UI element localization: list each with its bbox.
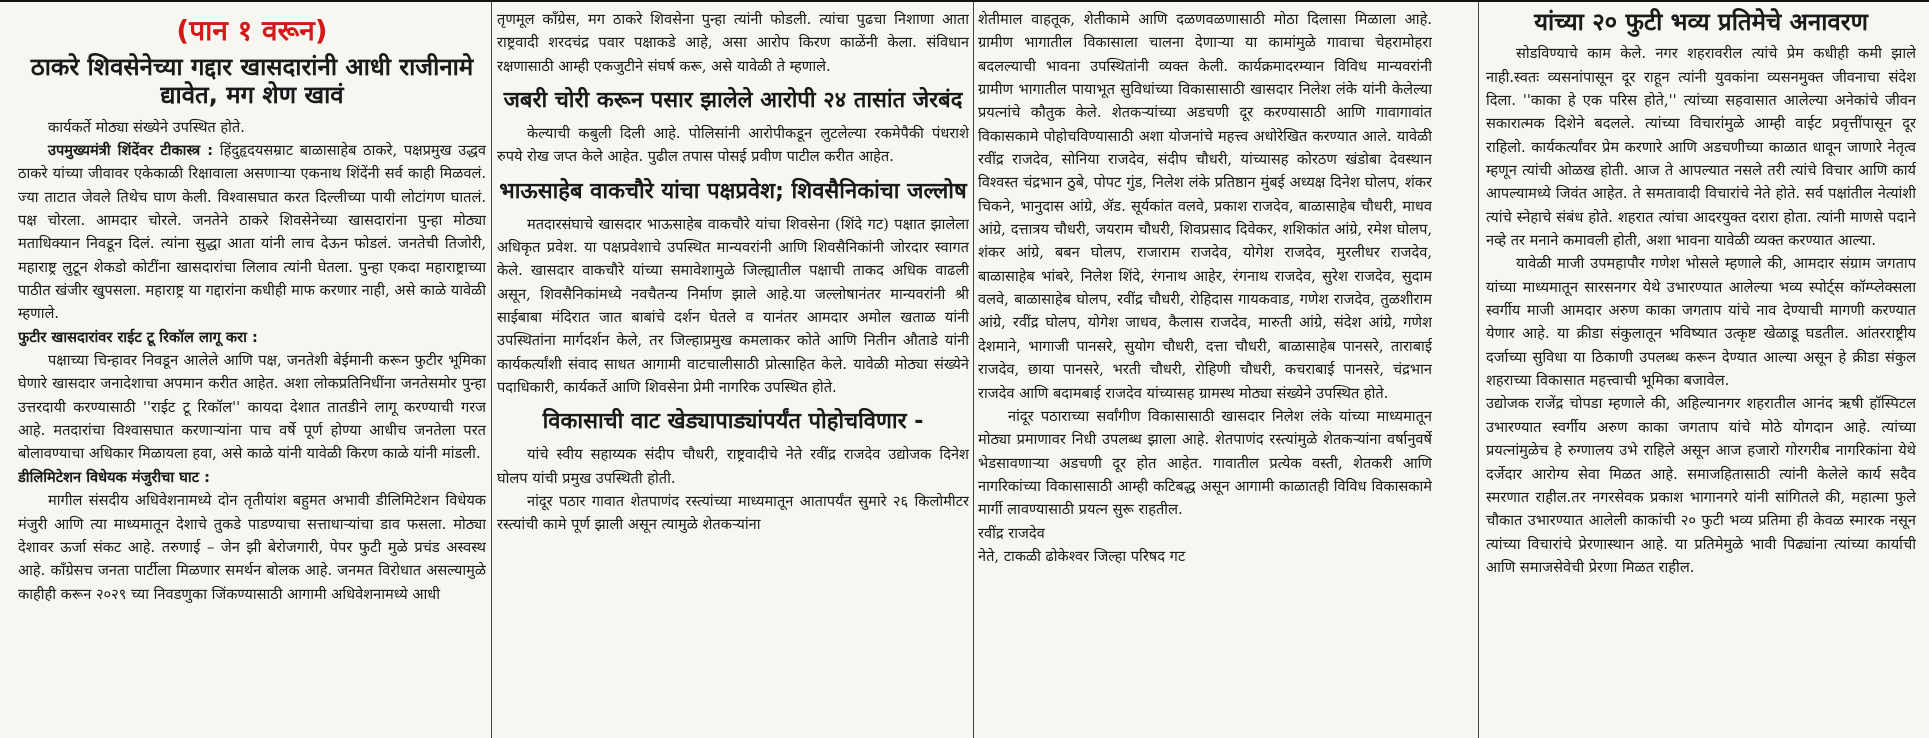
article-paragraph: केल्याची कबुली दिली आहे. पोलिसांनी आरोपीकडून लुटलेल्या रकमेपैकी पंधराशे रुपये रोख जप्त केले आहेत. पुढील तपास पोसई प्रवीण पाटील करीत आहेत. xyxy=(497,124,969,166)
headline-development: विकासाची वाट खेड्यापाड्यांपर्यंत पोहोचविणार - xyxy=(542,409,924,435)
column-1 xyxy=(18,8,486,738)
article-paragraph: मागील संसदीय अधिवेशनामध्ये दोन तृतीयांश बहुमत अभावी डीलिमिटेशन विधेयक मंजुरी आणि त्या माध्यमातून देशाचे तुकडे पाडण्याचा सत्ताधाऱ्यांचा डाव फसला. मोठ्या देशावर ऊर्जा संकट आहे. तरुणाई – जेन झी बेरोजगारी, पेपर फुटी मुळे प्रचंड अस्वस्थ आहे. काँग्रेसच जनता पार्टीला मिळणार समर्थन बोलक आहे. जनमत विरोधात असल्यामुळे काहीही करून २०२९ च्या निवडणुका जिंकण्यासाठी आगामी अधिवेशनामध्ये आधी xyxy=(18,492,486,603)
column-2 xyxy=(497,8,969,738)
continuation-kicker: (पान १ वरून) xyxy=(176,14,328,47)
article-paragraph: शेतीमाल वाहतूक, शेतीकामे आणि दळणवळणासाठी मोठा दिलासा मिळाला आहे. ग्रामीण भागातील विकासाला चालना देणाऱ्या या कामांमुळे गावाचा चेहरामोहरा बदलल्याची भावना उपस्थितांनी व्यक्त केली. कार्यक्रमादरम्यान विविध मान्यवरांनी ग्रामीण भागातील पायाभूत सुविधांच्या विकासासाठी खासदार निलेश लंके यांनी केलेल्या प्रयत्नांचे कौतुक केले. शेतकऱ्यांच्या अडचणी दूर करण्यासाठी आणि गावागावांत विकासकामे पोहोचविण्यासाठी अशा योजनांचे महत्त्व अधोरेखित करण्यात आले. यावेळी रवींद्र राजदेव, सोनिया राजदेव, संदीप चौधरी, यांच्यासह कोरठण खंडोबा देवस्थान विश्वस्त चंद्रभान ठुबे, पोपट गुंड, निलेश लंके प्रतिष्ठान मुंबई अध्यक्ष दिनेश घोलप, शंकर चिकने, भानुदास आंग्रे, ॲड. सूर्यकांत वलवे, प्रकाश राजदेव, बाळासाहेब चौधरी, माधव आंग्रे, दत्तात्रय चौधरी, जयराम चौधरी, शिवप्रसाद दिवेकर, शशिकांत आंग्रे, रमेश घोलप, शंकर आंग्रे, बबन घोलप, राजाराम राजदेव, योगेश राजदेव, मुरलीधर राजदेव, बाळासाहेब भांबरे, निलेश शिंदे, रंगनाथ आहेर, रंगनाथ राजदेव, सुरेश राजदेव, सुदाम वलवे, बाळासाहेब घोलप, रवींद्र चौधरी, रोहिदास गायकवाड, गणेश राजदेव, तुळशीराम आंग्रे, रवींद्र घोलप, योगेश जाधव, कैलास राजदेव, मारुती आंग्रे, संदेश आंग्रे, गणेश देशमाने, भागाजी पानसरे, सुयोग चौधरी, दत्ता चौधरी, बाळासाहेब पानसरे, ताराबाई राजदेव, छाया पानसरे, भरती चौधरी, रोहिणी चौधरी, कचराबाई पानसरे, चंद्रभान राजदेव आणि बदामबाई राजदेव यांच्यासह ग्रामस्थ मोठ्या संख्येने उपस्थित होते. xyxy=(978,11,1432,402)
subheading: फुटीर खासदारांवर राईट टू रिकॉल लागू करा : xyxy=(18,328,258,346)
article-paragraph: नांदूर पठाराच्या सर्वांगीण विकासासाठी खासदार निलेश लंके यांच्या माध्यमातून मोठ्या प्रमाणावर निधी उपलब्ध झाला आहे. शेतपाणंद रस्त्यांमुळे शेतकऱ्यांना वर्षानुवर्षे भेडसावणाऱ्या अडचणी दूर होत आहेत. गावातील प्रत्येक वस्ती, शेतकरी आणि नागरिकांच्या विकासासाठी आम्ही कटिबद्ध असून आगामी काळातही विविध विकासकामे मार्गी लावण्यासाठी प्रयत्न सुरू राहतील. xyxy=(978,407,1432,519)
column-3 xyxy=(978,8,1432,738)
article-paragraph: तृणमूल काँग्रेस, मग ठाकरे शिवसेना पुन्हा त्यांनी फोडली. त्यांचा पुढचा निशाणा आता राष्ट्रवादी शरदचंद्र पवार पक्षाकडे आहे, असा आरोप किरण काळेंनी केला. संविधान रक्षणासाठी आम्ही एकजुटीने संघर्ष करू, असे यावेळी ते म्हणाले. xyxy=(497,11,969,75)
column-rule xyxy=(1478,2,1479,738)
signature-name: रवींद्र राजदेव xyxy=(978,524,1045,542)
article-paragraph xyxy=(18,139,486,326)
article-paragraph: मतदारसंघाचे खासदार भाऊसाहेब वाकचौरे यांचा शिवसेना (शिंदे गट) पक्षात झालेला अधिकृत प्रवेश. या पक्षप्रवेशाचे उपस्थित मान्यवरांनी आणि शिवसैनिकांनी जोरदार स्वागत केले. खासदार वाकचौरे यांच्या समावेशामुळे जिल्ह्यातील पक्षाची ताकद अधिक वाढली असून, शिवसैनिकांमध्ये नवचैतन्य निर्माण झाले आहे.या जल्लोषानंतर मान्यवरांनी श्री साईबाबा मंदिरात जात बाबांचे दर्शन घेतले व यानंतर आमदार अमोल खताळ यांनी उपस्थितांना मार्गदर्शन केले, तर जिल्हाप्रमुख कमलाकर कोते आणि नितीन औताडे यांनी कार्यकर्त्यांशी संवाद साधत आगामी वाटचालीसाठी प्रोत्साहित केले. यावेळी मोठ्या संख्येने पदाधिकारी, कार्यकर्ते आणि शिवसेना प्रेमी नागरिक उपस्थित होते. xyxy=(497,215,969,397)
column-4 xyxy=(1486,8,1916,738)
headline-statue: यांच्या २० फुटी भव्य प्रतिमेचे अनावरण xyxy=(1534,8,1868,36)
article-paragraph: सोडविण्याचे काम केले. नगर शहरावरील त्यांचे प्रेम कधीही कमी झाले नाही.स्वतः व्यसनांपासून दूर राहून त्यांनी युवकांना व्यसनमुक्त जीवनाचा संदेश दिला. ''काका हे एक परिस होते,'' त्यांच्या सहवासात आलेल्या अनेकांचे जीवन सकारात्मक दिशेने बदलले. त्यांच्या विचारांमुळे आम्ही वाईट प्रवृत्तींपासून दूर राहिलो. कार्यकर्त्यांवर प्रेम करणारे आणि अडचणीच्या काळात धावून जाणारे नेतृत्व म्हणून त्यांची ओळख होती. आज ते आपल्यात नसले तरी त्यांचे विचार आणि कार्य आपल्यामध्ये जिवंत आहेत. ते समतावादी विचारांचे नेते होते. सर्व पक्षांतील नेत्यांशी त्यांचे स्नेहाचे संबंध होते. शहरात त्यांचा आदरयुक्त दरारा होता. त्यांनी माणसे पदाने नव्हे तर मनाने कमावली होती, अशा भावना यावेळी व्यक्त करण्यात आल्या. xyxy=(1486,45,1916,250)
headline-wakchaure: भाऊसाहेब वाकचौरे यांचा पक्षप्रवेश; शिवसैनिकांचा जल्लोष xyxy=(499,178,967,204)
subheading: डीलिमिटेशन विधेयक मंजुरीचा घाट : xyxy=(18,468,210,486)
subheading: उपमुख्यमंत्री शिंदेंवर टीकास्त्र : xyxy=(48,142,214,159)
article-paragraph: नांदूर पठार गावात शेतपाणंद रस्त्यांच्या माध्यमातून आतापर्यंत सुमारे २६ किलोमीटर रस्त्यांची कामे पूर्ण झाली असून त्यामुळे शेतकऱ्यांना xyxy=(497,493,969,534)
headline-robbery: जबरी चोरी करून पसार झालेले आरोपी २४ तासांत जेरबंद xyxy=(503,88,963,114)
article-paragraph: यावेळी माजी उपमहापौर गणेश भोसले म्हणाले की, आमदार संग्राम जगताप यांच्या माध्यमातून सारसनगर येथे उभारण्यात आलेल्या भव्य स्पोर्ट्स कॉम्प्लेक्सला स्वर्गीय माजी आमदार अरुण काका जगताप यांचे नाव देण्याची मागणी करण्यात येणार आहे. या क्रीडा संकुलातून भविष्यात उत्कृष्ट खेळाडू घडतील. आंतरराष्ट्रीय दर्जाच्या सुविधा या ठिकाणी उपलब्ध करून देण्यात आल्या असून हे क्रीडा संकुल शहराच्या विकासात महत्त्वाची भूमिका बजावेल. xyxy=(1486,255,1916,390)
article-paragraph: यांचे स्वीय सहाय्यक संदीप चौधरी, राष्ट्रवादीचे नेते रवींद्र राजदेव उद्योजक दिनेश घोलप यांची प्रमुख उपस्थिती होती. xyxy=(497,446,969,487)
paragraph-text: हिंदुहृदयसम्राट बाळासाहेब ठाकरे, पक्षप्रमुख उद्धव ठाकरे यांच्या जीवावर एकेकाळी रिक्षावाला असणाऱ्या एकनाथ शिंदेंनी सर्व काही मिळवलं. ज्या ताटात जेवले तिथेच घाण केली. विश्वासघात करत दिल्लीच्या पायी लोटांगण घातलं. पक्ष चोरला. आमदार चोरले. जनतेने ठाकरे शिवसेनेच्या खासदारांना पुन्हा मोठ्या मताधिक्यान निवडून दिलं. त्यांना सुद्धा आता यांनी लाच देऊन फोडलं. जनतेची तिजोरी, महाराष्ट्र लुटून शेकडो कोटींना खासदारांचा लिलाव त्यांनी घेतला. पुन्हा एकदा महाराष्ट्राच्या पाठीत खंजीर खुपसला. महाराष्ट्र या गद्दारांना कधीही माफ करणार नाही, असे काळे यावेळी म्हणाले. xyxy=(18,142,486,323)
signature-title: नेते, टाकळी ढोकेश्वर जिल्हा परिषद गट xyxy=(978,547,1186,565)
article-paragraph: पक्षाच्या चिन्हावर निवडून आलेले आणि पक्ष, जनतेशी बेईमानी करून फुटीर भूमिका घेणारे खासदार जनादेशाचा अपमान करीत आहेत. अशा लोकप्रतिनिधींना जनतेसमोर पुन्हा उत्तरदायी करण्यासाठी ''राईट टू रिकॉल'' कायदा देशात तातडीने लागू करण्याची गरज आहे. मतदारांचा विश्वासघात करणाऱ्यांना पाच वर्षे पूर्ण होण्या आधीच जनतेला परत बोलावण्याचा अधिकार मिळायला हवा, असे काळे यांनी यावेळी किरण काळे यांनी मांडली. xyxy=(18,352,486,463)
article-paragraph: उद्योजक राजेंद्र चोपडा म्हणाले की, अहिल्यानगर शहरातील आनंद ऋषी हॉस्पिटल उभारण्यात स्वर्गीय अरुण काका जगताप यांचे मोठे योगदान आहे. त्यांच्या प्रयत्नांमुळेच हे रुग्णालय उभे राहिले असून आज हजारो गोरगरीब नागरिकांना येथे दर्जेदार आरोग्य सेवा मिळत आहे. समाजहितासाठी त्यांनी केलेले कार्य सदैव स्मरणात राहील.तर नगरसेवक प्रकाश भागानगरे यांनी सांगितले की, महात्मा फुले चौकात उभारण्यात आलेली काकांची २० फुटी भव्य प्रतिमा ही केवळ स्मारक नसून त्यांच्या विचारांचे प्रेरणास्थान आहे. या प्रतिमेमुळे भावी पिढ्यांना त्यांच्या कार्याची आणि समाजसेवेची प्रेरणा मिळत राहील. xyxy=(1486,395,1916,576)
article-paragraph: कार्यकर्ते मोठ्या संख्येने उपस्थित होते. xyxy=(48,118,245,136)
column-rule xyxy=(973,2,974,738)
column-rule xyxy=(491,2,492,738)
headline-thackeray: ठाकरे शिवसेनेच्या गद्दार खासदारांनी आधी राजीनामे द्यावेत, मग शेण खावं xyxy=(30,53,474,110)
